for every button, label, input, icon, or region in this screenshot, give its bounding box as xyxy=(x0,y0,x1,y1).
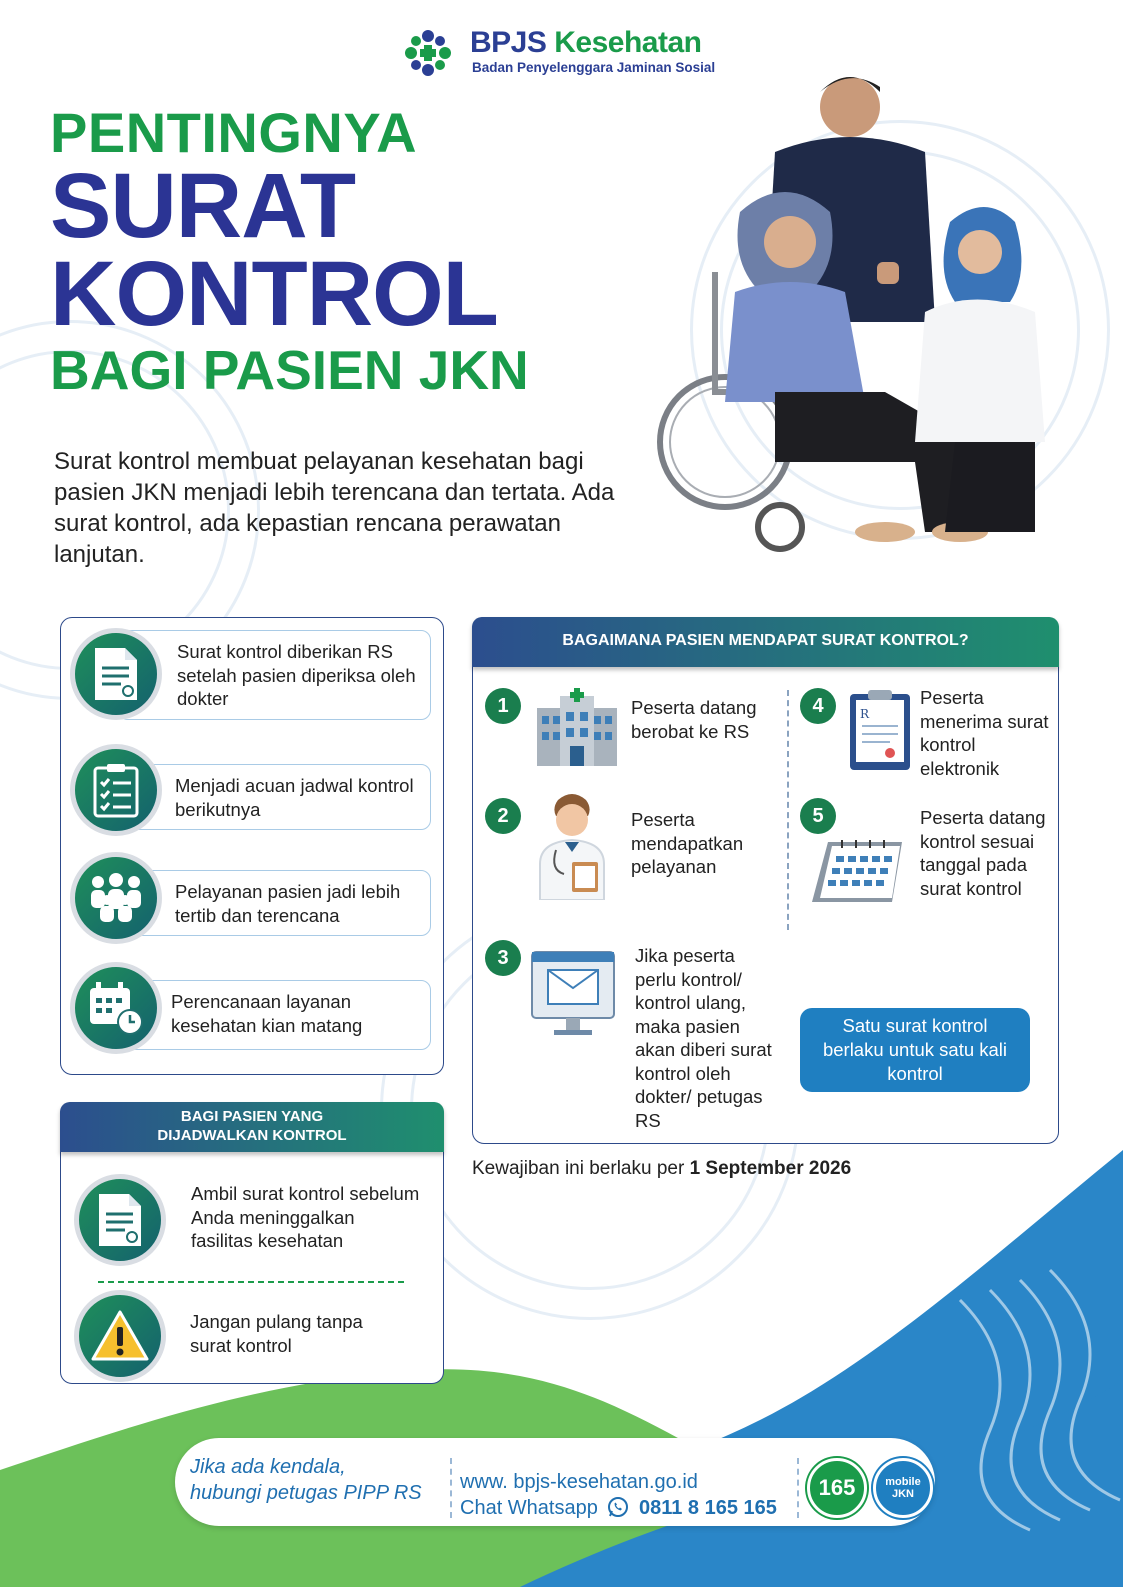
doctor-icon xyxy=(532,790,612,900)
checklist-icon xyxy=(91,762,141,818)
validity-prefix: Kewajiban ini berlaku per xyxy=(472,1158,685,1179)
steps-divider xyxy=(787,690,789,930)
step-number-5: 5 xyxy=(800,798,836,834)
benefit-icon-circle-3 xyxy=(70,852,162,944)
scheduled-text-1: Ambil surat kontrol sebelum Anda meninggalkan fasilitas kesehatan xyxy=(191,1183,420,1251)
benefit-text-2: Menjadi acuan jadwal kontrol berikutnya xyxy=(175,775,414,820)
footer-help-line-2: hubungi petugas PIPP RS xyxy=(190,1482,422,1504)
footer-divider-2 xyxy=(797,1458,799,1518)
benefit-text-1: Surat kontrol diberikan RS setelah pasien diperiksa oleh dokter xyxy=(177,641,416,709)
footer-website[interactable]: www. bpjs-kesehatan.go.id xyxy=(460,1471,698,1493)
scheduled-icon-circle-1 xyxy=(74,1174,166,1266)
step-text-1: Peserta datang berobat ke RS xyxy=(631,697,757,742)
care-center-165-badge[interactable] xyxy=(807,1458,867,1518)
bpjs-logo-icon xyxy=(403,28,453,78)
scheduled-panel-heading xyxy=(60,1102,444,1152)
scheduled-text-2: Jangan pulang tanpa surat kontrol xyxy=(190,1311,363,1356)
hospital-icon xyxy=(532,688,622,768)
steps-note-box: Satu surat kontrol berlaku untuk satu kali kontrol xyxy=(800,1008,1030,1092)
scheduled-icon-circle-2 xyxy=(74,1290,166,1382)
step-number-3: 3 xyxy=(485,940,521,976)
step-number-4: 4 xyxy=(800,688,836,724)
step-number-2: 2 xyxy=(485,798,521,834)
title-line-2: SURAT xyxy=(50,155,356,257)
footer-help-line-1: Jika ada kendala, xyxy=(190,1456,346,1478)
steps-panel-heading: BAGAIMANA PASIEN MENDAPAT SURAT KONTROL? xyxy=(472,617,1059,667)
document-icon xyxy=(91,646,141,702)
step-text-3: Jika peserta perlu kontrol/ kontrol ulang, maka pasien akan diberi surat kontrol oleh dokter/ petugas RS xyxy=(635,945,772,1131)
document-icon xyxy=(95,1192,145,1248)
title-line-1: PENTINGNYA xyxy=(50,101,418,164)
benefit-icon-circle-1 xyxy=(70,628,162,720)
svg-text:R: R xyxy=(860,707,870,721)
title-line-3: KONTROL xyxy=(50,243,498,345)
scheduled-heading-line-1: BAGI PASIEN YANG xyxy=(180,1108,324,1125)
footer-chat-number: 0811 8 165 165 xyxy=(638,1497,777,1519)
hero-illustration xyxy=(655,62,1065,572)
footer-chat-label: Chat Whatsapp xyxy=(460,1497,598,1519)
step-text-4: Peserta menerima surat kontrol elektronik xyxy=(920,687,1049,779)
validity-text xyxy=(472,1158,851,1180)
footer-chat[interactable] xyxy=(460,1495,777,1521)
footer-help-text xyxy=(190,1454,422,1506)
benefit-text-3: Pelayanan pasien jadi lebih tertib dan terencana xyxy=(175,881,401,926)
whatsapp-icon xyxy=(607,1496,629,1518)
people-icon xyxy=(86,872,146,924)
brand-name: BPJS Kesehatan xyxy=(470,26,702,59)
mobile-jkn-badge[interactable] xyxy=(873,1458,933,1518)
prescription-icon xyxy=(846,688,914,773)
badge-mobile-text: mobile JKN xyxy=(885,1476,921,1500)
intro-paragraph: Surat kontrol membuat pelayanan kesehatan bagi pasien JKN menjadi lebih terencana dan tertata. Ada surat kontrol, ada kepastian rencana perawatan lanjutan. xyxy=(54,448,615,568)
calendar-icon xyxy=(808,836,908,906)
warning-icon xyxy=(90,1309,150,1363)
badge-165-text: 165 xyxy=(818,1475,856,1500)
validity-date: 1 September 2026 xyxy=(689,1158,852,1179)
title-line-4: BAGI PASIEN JKN xyxy=(50,339,529,401)
scheduled-heading-line-2: DIJADWALKAN KONTROL xyxy=(157,1127,347,1144)
step-number-1: 1 xyxy=(485,688,521,724)
scheduled-divider xyxy=(98,1281,404,1283)
benefit-text-4: Perencanaan layanan kesehatan kian matang xyxy=(171,991,363,1036)
step-text-2: Peserta mendapatkan pelayanan xyxy=(631,809,744,877)
brand-subtitle: Badan Penyelenggara Jaminan Sosial xyxy=(472,60,716,75)
benefit-icon-circle-4 xyxy=(70,962,162,1054)
benefit-icon-circle-2 xyxy=(70,744,162,836)
footer-divider xyxy=(450,1458,452,1518)
step-text-5: Peserta datang kontrol sesuai tanggal pada surat kontrol xyxy=(920,807,1046,899)
title-line-2-3 xyxy=(50,155,498,345)
monitor-mail-icon xyxy=(528,946,618,1041)
calendar-clock-icon xyxy=(88,980,144,1036)
